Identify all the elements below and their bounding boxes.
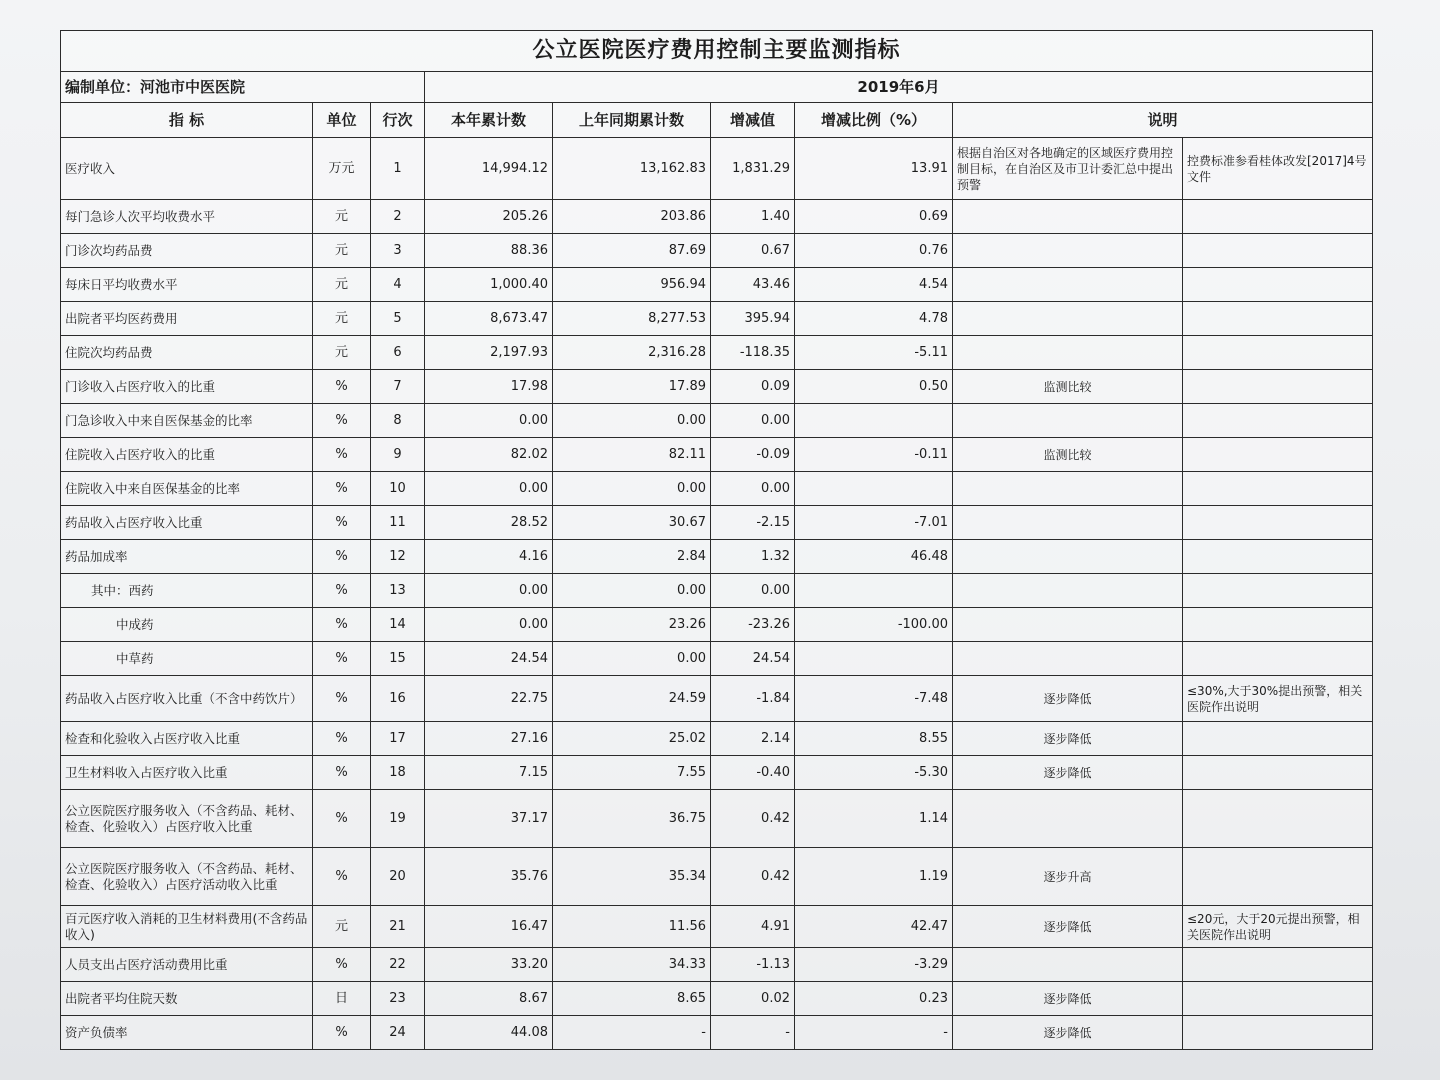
monitoring-table <box>60 30 1373 1050</box>
change-value-cell: -0.40 <box>711 756 795 790</box>
previous-value-cell: - <box>553 1016 711 1050</box>
change-pct-cell <box>795 642 953 676</box>
current-value-cell: 33.20 <box>425 948 553 982</box>
change-value-cell: 4.91 <box>711 906 795 948</box>
table-row <box>61 722 1373 756</box>
current-value-cell: 35.76 <box>425 848 553 906</box>
remark-cell: 逐步降低 <box>953 676 1183 722</box>
row-number-cell: 2 <box>371 200 425 234</box>
unit-cell-value: % <box>313 948 371 982</box>
header-row <box>61 103 1373 138</box>
remark-extra-cell: ≤20元，大于20元提出预警，相关医院作出说明 <box>1183 906 1373 948</box>
indicator-cell: 出院者平均医药费用 <box>61 302 313 336</box>
unit-cell-value: % <box>313 370 371 404</box>
change-value-cell: -23.26 <box>711 608 795 642</box>
change-value-cell: -1.84 <box>711 676 795 722</box>
table-row <box>61 948 1373 982</box>
table-row <box>61 404 1373 438</box>
change-value-cell: 0.02 <box>711 982 795 1016</box>
previous-value-cell: 8,277.53 <box>553 302 711 336</box>
current-value-cell: 44.08 <box>425 1016 553 1050</box>
unit-cell-value: % <box>313 722 371 756</box>
row-number-cell: 16 <box>371 676 425 722</box>
unit-cell-value: % <box>313 574 371 608</box>
current-value-cell: 4.16 <box>425 540 553 574</box>
previous-value-cell: 0.00 <box>553 642 711 676</box>
table-row <box>61 234 1373 268</box>
indicator-cell: 公立医院医疗服务收入（不含药品、耗材、检查、化验收入）占医疗收入比重 <box>61 790 313 848</box>
change-pct-cell: 46.48 <box>795 540 953 574</box>
remark-extra-cell <box>1183 404 1373 438</box>
change-value-cell: 1,831.29 <box>711 138 795 200</box>
remark-cell <box>953 472 1183 506</box>
change-value-cell: 0.42 <box>711 790 795 848</box>
table-row <box>61 540 1373 574</box>
indicator-cell: 药品收入占医疗收入比重（不含中药饮片） <box>61 676 313 722</box>
previous-value-cell: 17.89 <box>553 370 711 404</box>
row-number-cell: 9 <box>371 438 425 472</box>
indicator-cell: 门诊次均药品费 <box>61 234 313 268</box>
current-value-cell: 2,197.93 <box>425 336 553 370</box>
row-number-cell: 12 <box>371 540 425 574</box>
current-value-cell: 82.02 <box>425 438 553 472</box>
previous-value-cell: 8.65 <box>553 982 711 1016</box>
indicator-cell: 出院者平均住院天数 <box>61 982 313 1016</box>
previous-value-cell: 87.69 <box>553 234 711 268</box>
change-pct-cell: 0.50 <box>795 370 953 404</box>
previous-value-cell: 956.94 <box>553 268 711 302</box>
remark-extra-cell <box>1183 472 1373 506</box>
remark-cell <box>953 404 1183 438</box>
indicator-cell: 资产负债率 <box>61 1016 313 1050</box>
row-number-cell: 21 <box>371 906 425 948</box>
row-number-cell: 23 <box>371 982 425 1016</box>
change-value-cell: 0.00 <box>711 574 795 608</box>
row-number-cell: 13 <box>371 574 425 608</box>
unit-cell-value: % <box>313 472 371 506</box>
unit-cell-value: 元 <box>313 200 371 234</box>
unit-cell-value: % <box>313 756 371 790</box>
change-pct-cell: -5.30 <box>795 756 953 790</box>
remark-extra-cell: ≤30%,大于30%提出预警，相关医院作出说明 <box>1183 676 1373 722</box>
row-number-cell: 14 <box>371 608 425 642</box>
current-value-cell: 0.00 <box>425 574 553 608</box>
current-value-cell: 16.47 <box>425 906 553 948</box>
indicator-cell: 人员支出占医疗活动费用比重 <box>61 948 313 982</box>
table-row <box>61 1016 1373 1050</box>
row-number-cell: 19 <box>371 790 425 848</box>
change-pct-cell: 1.19 <box>795 848 953 906</box>
current-value-cell: 0.00 <box>425 404 553 438</box>
remark-cell: 逐步降低 <box>953 982 1183 1016</box>
change-pct-cell: 42.47 <box>795 906 953 948</box>
row-number-cell: 6 <box>371 336 425 370</box>
change-value-cell: 0.00 <box>711 404 795 438</box>
change-pct-cell: 1.14 <box>795 790 953 848</box>
remark-cell: 逐步升高 <box>953 848 1183 906</box>
remark-extra-cell <box>1183 506 1373 540</box>
change-pct-cell <box>795 574 953 608</box>
unit-cell-value: % <box>313 642 371 676</box>
row-number-cell: 8 <box>371 404 425 438</box>
header-unit: 单位 <box>313 103 371 138</box>
table-row <box>61 756 1373 790</box>
change-pct-cell <box>795 404 953 438</box>
indicator-cell: 医疗收入 <box>61 138 313 200</box>
row-number-cell: 15 <box>371 642 425 676</box>
remark-cell: 监测比较 <box>953 370 1183 404</box>
table-row <box>61 574 1373 608</box>
change-value-cell: 0.42 <box>711 848 795 906</box>
unit-cell-value: 元 <box>313 234 371 268</box>
indicator-cell: 住院次均药品费 <box>61 336 313 370</box>
remark-extra-cell <box>1183 200 1373 234</box>
table-row <box>61 302 1373 336</box>
current-value-cell: 8.67 <box>425 982 553 1016</box>
change-pct-cell: -7.01 <box>795 506 953 540</box>
remark-extra-cell <box>1183 540 1373 574</box>
remark-extra-cell: 控费标准参看桂体改发[2017]4号文件 <box>1183 138 1373 200</box>
current-value-cell: 14,994.12 <box>425 138 553 200</box>
change-pct-cell: -0.11 <box>795 438 953 472</box>
unit-cell-value: 日 <box>313 982 371 1016</box>
current-value-cell: 0.00 <box>425 472 553 506</box>
remark-cell <box>953 642 1183 676</box>
current-value-cell: 8,673.47 <box>425 302 553 336</box>
row-number-cell: 24 <box>371 1016 425 1050</box>
previous-value-cell: 0.00 <box>553 574 711 608</box>
header-row-no: 行次 <box>371 103 425 138</box>
header-change: 增减值 <box>711 103 795 138</box>
indicator-cell: 药品加成率 <box>61 540 313 574</box>
change-pct-cell: 4.78 <box>795 302 953 336</box>
change-value-cell: - <box>711 1016 795 1050</box>
indicator-cell: 中成药 <box>61 608 313 642</box>
indicator-cell: 住院收入占医疗收入的比重 <box>61 438 313 472</box>
change-value-cell: 0.67 <box>711 234 795 268</box>
row-number-cell: 20 <box>371 848 425 906</box>
previous-value-cell: 0.00 <box>553 404 711 438</box>
unit-cell-value: 元 <box>313 336 371 370</box>
change-pct-cell: - <box>795 1016 953 1050</box>
previous-value-cell: 2,316.28 <box>553 336 711 370</box>
header-current: 本年累计数 <box>425 103 553 138</box>
row-number-cell: 5 <box>371 302 425 336</box>
previous-value-cell: 35.34 <box>553 848 711 906</box>
indicator-cell: 住院收入中来自医保基金的比率 <box>61 472 313 506</box>
indicator-cell: 每床日平均收费水平 <box>61 268 313 302</box>
current-value-cell: 24.54 <box>425 642 553 676</box>
remark-cell: 逐步降低 <box>953 1016 1183 1050</box>
change-value-cell: 43.46 <box>711 268 795 302</box>
previous-value-cell: 25.02 <box>553 722 711 756</box>
header-change-pct: 增减比例（%） <box>795 103 953 138</box>
change-pct-cell: 8.55 <box>795 722 953 756</box>
current-value-cell: 0.00 <box>425 608 553 642</box>
indicator-cell: 中草药 <box>61 642 313 676</box>
indicator-cell: 公立医院医疗服务收入（不含药品、耗材、检查、化验收入）占医疗活动收入比重 <box>61 848 313 906</box>
remark-extra-cell <box>1183 790 1373 848</box>
change-value-cell: -118.35 <box>711 336 795 370</box>
current-value-cell: 88.36 <box>425 234 553 268</box>
table-row <box>61 642 1373 676</box>
table-row <box>61 982 1373 1016</box>
change-value-cell: 2.14 <box>711 722 795 756</box>
previous-value-cell: 30.67 <box>553 506 711 540</box>
remark-extra-cell <box>1183 608 1373 642</box>
change-value-cell: 0.09 <box>711 370 795 404</box>
previous-value-cell: 24.59 <box>553 676 711 722</box>
unit-cell-value: % <box>313 848 371 906</box>
change-pct-cell <box>795 472 953 506</box>
table-row <box>61 608 1373 642</box>
report-period: 2019年6月 <box>425 72 1373 103</box>
previous-value-cell: 23.26 <box>553 608 711 642</box>
remark-extra-cell <box>1183 756 1373 790</box>
unit-cell-value: % <box>313 790 371 848</box>
change-pct-cell: -5.11 <box>795 336 953 370</box>
unit-cell-value: % <box>313 676 371 722</box>
remark-extra-cell <box>1183 982 1373 1016</box>
table-row <box>61 336 1373 370</box>
table-row <box>61 370 1373 404</box>
remark-cell <box>953 540 1183 574</box>
indicator-cell: 检查和化验收入占医疗收入比重 <box>61 722 313 756</box>
change-value-cell: -2.15 <box>711 506 795 540</box>
change-pct-cell: 4.54 <box>795 268 953 302</box>
change-value-cell: 24.54 <box>711 642 795 676</box>
unit-cell-value: % <box>313 404 371 438</box>
remark-cell <box>953 268 1183 302</box>
current-value-cell: 205.26 <box>425 200 553 234</box>
row-number-cell: 3 <box>371 234 425 268</box>
row-number-cell: 10 <box>371 472 425 506</box>
remark-cell <box>953 234 1183 268</box>
table-row <box>61 506 1373 540</box>
remark-cell <box>953 790 1183 848</box>
previous-value-cell: 11.56 <box>553 906 711 948</box>
table-row <box>61 200 1373 234</box>
row-number-cell: 7 <box>371 370 425 404</box>
remark-extra-cell <box>1183 302 1373 336</box>
previous-value-cell: 0.00 <box>553 472 711 506</box>
table-row <box>61 268 1373 302</box>
header-previous: 上年同期累计数 <box>553 103 711 138</box>
current-value-cell: 1,000.40 <box>425 268 553 302</box>
remark-extra-cell <box>1183 642 1373 676</box>
unit-cell-value: % <box>313 506 371 540</box>
unit-cell-value: 元 <box>313 302 371 336</box>
current-value-cell: 28.52 <box>425 506 553 540</box>
change-value-cell: 1.32 <box>711 540 795 574</box>
remark-cell: 逐步降低 <box>953 756 1183 790</box>
header-remarks: 说明 <box>953 103 1373 138</box>
previous-value-cell: 36.75 <box>553 790 711 848</box>
unit-cell-value: 万元 <box>313 138 371 200</box>
row-number-cell: 17 <box>371 722 425 756</box>
compile-unit: 编制单位：河池市中医医院 <box>61 72 425 103</box>
change-value-cell: 1.40 <box>711 200 795 234</box>
remark-cell <box>953 506 1183 540</box>
change-pct-cell: 0.23 <box>795 982 953 1016</box>
current-value-cell: 17.98 <box>425 370 553 404</box>
unit-cell-value: % <box>313 608 371 642</box>
row-number-cell: 4 <box>371 268 425 302</box>
indicator-cell: 门急诊收入中来自医保基金的比率 <box>61 404 313 438</box>
change-pct-cell: 13.91 <box>795 138 953 200</box>
previous-value-cell: 82.11 <box>553 438 711 472</box>
indicator-cell: 其中：西药 <box>61 574 313 608</box>
change-pct-cell: -100.00 <box>795 608 953 642</box>
row-number-cell: 1 <box>371 138 425 200</box>
remark-cell <box>953 302 1183 336</box>
remark-cell <box>953 608 1183 642</box>
unit-cell-value: % <box>313 1016 371 1050</box>
remark-extra-cell <box>1183 722 1373 756</box>
indicator-cell: 百元医疗收入消耗的卫生材料费用(不含药品收入) <box>61 906 313 948</box>
remark-extra-cell <box>1183 438 1373 472</box>
header-indicator: 指 标 <box>61 103 313 138</box>
remark-extra-cell <box>1183 848 1373 906</box>
previous-value-cell: 203.86 <box>553 200 711 234</box>
table-row <box>61 906 1373 948</box>
previous-value-cell: 34.33 <box>553 948 711 982</box>
change-value-cell: -0.09 <box>711 438 795 472</box>
remark-cell <box>953 336 1183 370</box>
change-pct-cell: -7.48 <box>795 676 953 722</box>
indicator-cell: 门诊收入占医疗收入的比重 <box>61 370 313 404</box>
unit-cell-value: 元 <box>313 906 371 948</box>
change-value-cell: 395.94 <box>711 302 795 336</box>
remark-cell: 根据自治区对各地确定的区域医疗费用控制目标，在自治区及市卫计委汇总中提出预警 <box>953 138 1183 200</box>
previous-value-cell: 13,162.83 <box>553 138 711 200</box>
table-row <box>61 790 1373 848</box>
table-row <box>61 676 1373 722</box>
remark-cell <box>953 574 1183 608</box>
change-pct-cell: 0.76 <box>795 234 953 268</box>
change-value-cell: 0.00 <box>711 472 795 506</box>
indicator-cell: 每门急诊人次平均收费水平 <box>61 200 313 234</box>
remark-cell <box>953 948 1183 982</box>
unit-cell-value: 元 <box>313 268 371 302</box>
indicator-cell: 药品收入占医疗收入比重 <box>61 506 313 540</box>
table-title: 公立医院医疗费用控制主要监测指标 <box>61 31 1373 72</box>
table-row <box>61 848 1373 906</box>
row-number-cell: 18 <box>371 756 425 790</box>
row-number-cell: 22 <box>371 948 425 982</box>
unit-cell-value: % <box>313 540 371 574</box>
current-value-cell: 22.75 <box>425 676 553 722</box>
table-row <box>61 438 1373 472</box>
remark-extra-cell <box>1183 574 1373 608</box>
previous-value-cell: 7.55 <box>553 756 711 790</box>
current-value-cell: 27.16 <box>425 722 553 756</box>
table-row <box>61 472 1373 506</box>
current-value-cell: 37.17 <box>425 790 553 848</box>
remark-cell: 逐步降低 <box>953 906 1183 948</box>
remark-cell: 逐步降低 <box>953 722 1183 756</box>
unit-cell-value: % <box>313 438 371 472</box>
change-value-cell: -1.13 <box>711 948 795 982</box>
remark-cell: 监测比较 <box>953 438 1183 472</box>
row-number-cell: 11 <box>371 506 425 540</box>
change-pct-cell: -3.29 <box>795 948 953 982</box>
previous-value-cell: 2.84 <box>553 540 711 574</box>
remark-extra-cell <box>1183 234 1373 268</box>
current-value-cell: 7.15 <box>425 756 553 790</box>
table-row <box>61 138 1373 200</box>
remark-extra-cell <box>1183 370 1373 404</box>
remark-cell <box>953 200 1183 234</box>
remark-extra-cell <box>1183 336 1373 370</box>
change-pct-cell: 0.69 <box>795 200 953 234</box>
remark-extra-cell <box>1183 268 1373 302</box>
remark-extra-cell <box>1183 1016 1373 1050</box>
remark-extra-cell <box>1183 948 1373 982</box>
indicator-cell: 卫生材料收入占医疗收入比重 <box>61 756 313 790</box>
